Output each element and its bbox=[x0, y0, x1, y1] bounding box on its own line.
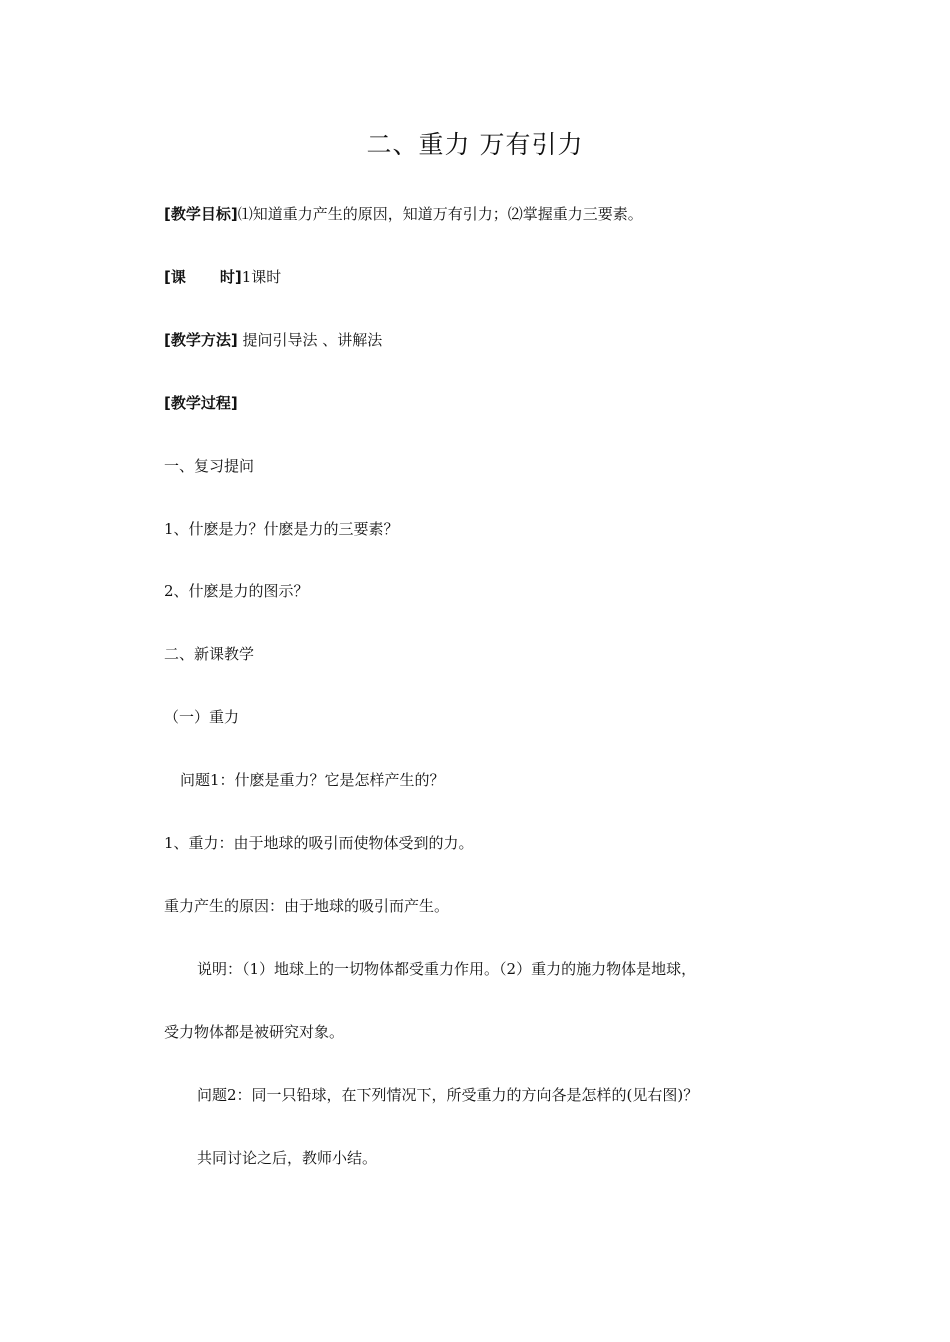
document-title: 二、重力 万有引力 bbox=[366, 130, 584, 159]
methods-label: [教学方法] bbox=[164, 331, 238, 349]
hours-label-open: [课 bbox=[164, 268, 186, 286]
objectives-text: ⑴知道重力产生的原因，知道万有引力；⑵掌握重力三要素。 bbox=[237, 205, 643, 223]
process-line bbox=[164, 392, 804, 414]
review-question-1: 1、什麽是力？什麽是力的三要素？ bbox=[164, 520, 399, 538]
explanation-line-1: 说明：（1）地球上的一切物体都受重力作用。（2）重力的施力物体是地球， bbox=[197, 960, 697, 978]
methods-text: 提问引导法 、讲解法 bbox=[237, 331, 383, 349]
gravity-subheading: （一）重力 bbox=[164, 708, 240, 726]
review-heading: 一、复习提问 bbox=[164, 457, 255, 475]
teacher-summary: 共同讨论之后，教师小结。 bbox=[197, 1149, 378, 1167]
gravity-definition: 1、重力：由于地球的吸引而使物体受到的力。 bbox=[164, 834, 474, 852]
question-1: 问题1：什麽是重力？它是怎样产生的？ bbox=[180, 771, 445, 789]
objectives-label: [教学目标] bbox=[164, 205, 238, 223]
process-label: [教学过程] bbox=[164, 394, 238, 412]
explanation-line-2: 受力物体都是被研究对象。 bbox=[164, 1023, 345, 1041]
review-question-2: 2、什麽是力的图示？ bbox=[164, 582, 309, 600]
objectives-line bbox=[164, 203, 804, 225]
gravity-cause: 重力产生的原因：由于地球的吸引而产生。 bbox=[164, 897, 450, 915]
methods-line bbox=[164, 329, 804, 351]
hours-text: 1课时 bbox=[241, 268, 282, 286]
hours-label-close: 时] bbox=[219, 268, 242, 286]
hours-line bbox=[164, 266, 804, 288]
new-lesson-heading: 二、新课教学 bbox=[164, 645, 255, 663]
question-2: 问题2：同一只铅球，在下列情况下，所受重力的方向各是怎样的(见右图)？ bbox=[197, 1086, 699, 1104]
